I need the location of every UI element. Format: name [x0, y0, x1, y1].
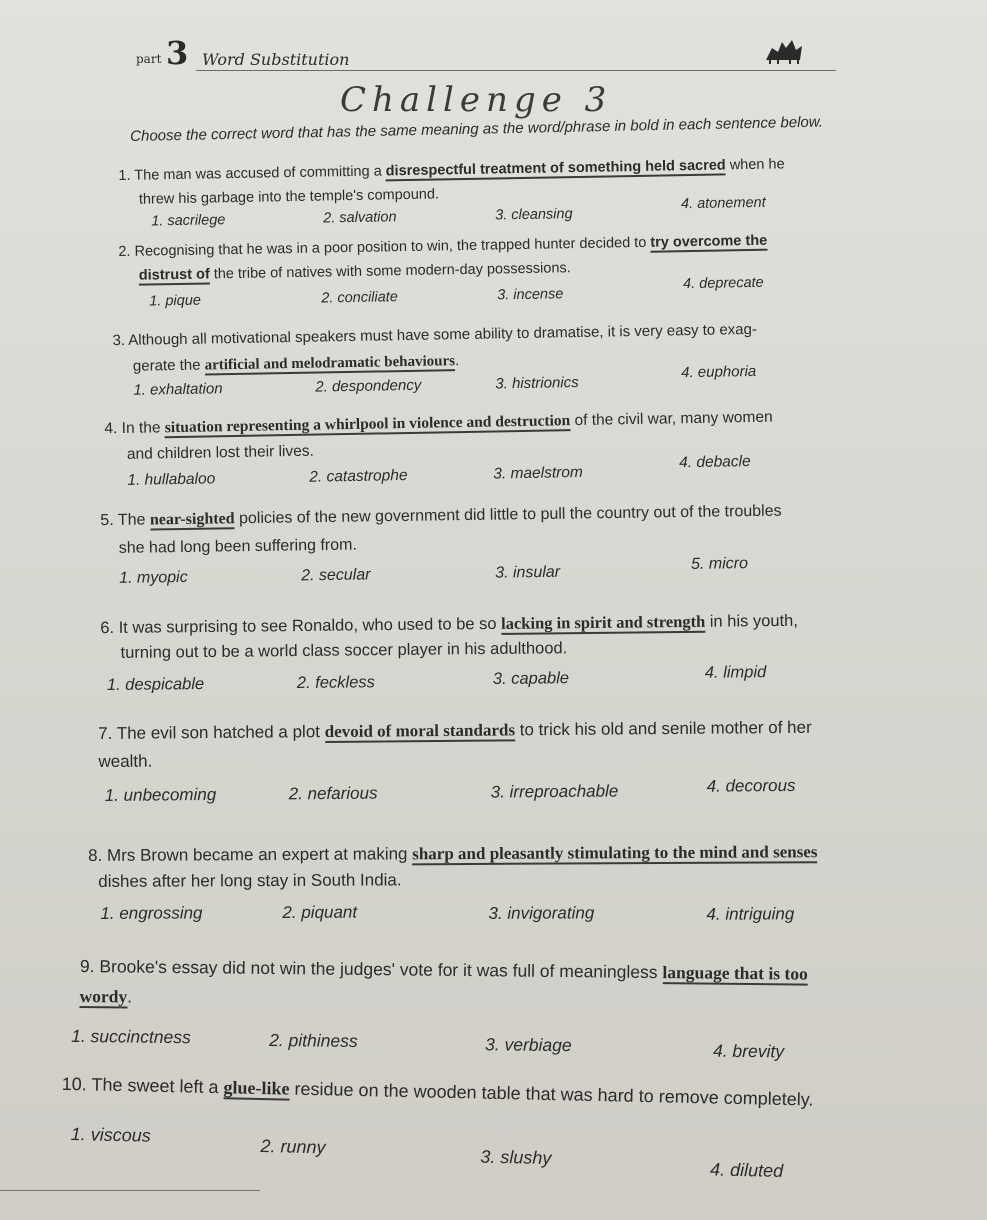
option[interactable]: 2. nefarious: [288, 783, 378, 804]
question-5-line-1: 5. The near-sighted policies of the new government did little to pull the country out of the troubles: [100, 502, 782, 530]
question-3-line-1: 3. Although all motivational speakers must have some ability to dramatise, it is very easy to exag-: [112, 320, 758, 350]
question-3-line-2: gerate the artificial and melodramatic behaviours.: [132, 352, 460, 375]
option[interactable]: 1. exhaltation: [133, 380, 223, 399]
option[interactable]: 2. pithiness: [269, 1029, 358, 1051]
question-2-line-1: 2. Recognising that he was in a poor position to win, the trapped hunter decided to try overcome the: [118, 232, 768, 261]
option[interactable]: 3. slushy: [480, 1146, 552, 1169]
option[interactable]: 1. myopic: [119, 568, 188, 587]
question-9: [0, 955, 987, 1062]
question-2-line-2: distrust of the tribe of natives with some modern-day possessions.: [138, 260, 571, 284]
question-7-line-2: wealth.: [98, 751, 153, 772]
question-6: [0, 591, 987, 695]
option[interactable]: 2. salvation: [323, 209, 397, 227]
option[interactable]: 4. euphoria: [680, 362, 757, 382]
highlighted-phrase: situation representing a whirlpool in violence and destruction: [164, 412, 571, 437]
question-9-line-1: 9. Brooke's essay did not win the judges' vote for it was full of meaningless language that is too: [79, 956, 808, 984]
option[interactable]: 4. decorous: [706, 775, 796, 796]
option[interactable]: 5. micro: [690, 555, 749, 573]
question-8: [0, 831, 987, 924]
highlighted-phrase: try overcome the: [650, 232, 768, 251]
option[interactable]: 2. runny: [260, 1136, 326, 1158]
highlighted-phrase: language that is too: [662, 962, 808, 984]
highlighted-phrase: devoid of moral standards: [324, 720, 516, 742]
option[interactable]: 2. secular: [301, 566, 371, 585]
option[interactable]: 1. despicable: [106, 675, 205, 695]
option[interactable]: 3. cleansing: [495, 206, 573, 224]
option[interactable]: 1. viscous: [70, 1124, 151, 1146]
section-title: Word Substitution: [202, 50, 350, 69]
challenge-title: Challenge 3: [340, 80, 613, 120]
question-4-line-2: and children lost their lives.: [126, 442, 315, 463]
option[interactable]: 1. hullabaloo: [127, 470, 216, 489]
option[interactable]: 2. despondency: [315, 376, 422, 396]
option[interactable]: 3. insular: [495, 563, 561, 582]
question-4-line-1: 4. In the situation representing a whirlpool in violence and destruction of the civil war, many women: [104, 408, 773, 438]
option[interactable]: 1. pique: [149, 292, 202, 310]
question-3: [0, 297, 987, 399]
highlighted-phrase: sharp and pleasantly stimulating to the mind and senses: [412, 842, 818, 864]
option[interactable]: 3. capable: [492, 669, 570, 688]
question-7-line-1: 7. The evil son hatched a plot devoid of moral standards to trick his old and senile mother of her: [98, 717, 812, 744]
option[interactable]: 4. intriguing: [706, 904, 795, 924]
page-header: [136, 34, 836, 74]
bottom-divider: [0, 1190, 260, 1191]
question-8-line-1: 8. Mrs Brown became an expert at making sharp and pleasantly stimulating to the mind and senses: [88, 842, 818, 866]
option[interactable]: 3. incense: [497, 286, 564, 304]
option[interactable]: 4. diluted: [709, 1159, 784, 1181]
question-1-line-2: threw his garbage into the temple's compound.: [138, 186, 440, 208]
instruction-text: Choose the correct word that has the same meaning as the word/phrase in bold in each sentence below.: [130, 113, 824, 145]
question-10-line-1: 10. The sweet left a glue-like residue on the wooden table that was hard to remove completely.: [61, 1073, 814, 1110]
option[interactable]: 3. maelstrom: [493, 463, 584, 483]
option[interactable]: 4. limpid: [704, 663, 767, 682]
highlighted-phrase: lacking in spirit and strength: [500, 611, 706, 633]
question-6-line-1: 6. It was surprising to see Ronaldo, who used to be so lacking in spirit and strength in his youth,: [100, 611, 798, 638]
highlighted-phrase: artificial and melodramatic behaviours: [204, 353, 456, 374]
option[interactable]: 4. debacle: [678, 453, 751, 472]
question-8-line-2: dishes after her long stay in South India.: [98, 870, 402, 891]
question-5-line-2: she had long been suffering from.: [118, 536, 357, 557]
question-2: [0, 213, 987, 310]
option[interactable]: 3. invigorating: [488, 903, 595, 923]
part-label: part: [136, 52, 162, 66]
highlighted-phrase: wordy: [79, 985, 128, 1007]
option[interactable]: 4. atonement: [680, 194, 766, 213]
part-number: 3: [166, 34, 189, 72]
option[interactable]: 3. verbiage: [484, 1034, 572, 1056]
option[interactable]: 3. histrionics: [495, 374, 579, 393]
question-6-line-2: turning out to be a world class soccer player in his adulthood.: [120, 639, 568, 662]
highlighted-phrase: disrespectful treatment of something held sacred: [385, 157, 726, 180]
option[interactable]: 1. sacrilege: [151, 212, 226, 230]
question-9-line-2: wordy.: [79, 985, 133, 1007]
highlighted-phrase: glue-like: [223, 1077, 290, 1099]
option[interactable]: 1. succinctness: [71, 1025, 191, 1048]
option[interactable]: 2. catastrophe: [309, 466, 408, 486]
option[interactable]: 3. irreproachable: [490, 781, 619, 802]
header-divider: [196, 70, 836, 71]
option[interactable]: 2. piquant: [282, 902, 358, 922]
option[interactable]: 2. feckless: [296, 673, 375, 693]
option[interactable]: 4. deprecate: [682, 274, 764, 293]
option[interactable]: 1. engrossing: [100, 903, 203, 923]
mascot-logo-icon: [762, 34, 806, 66]
question-1-line-1: 1. The man was accused of committing a disrespectful treatment of something held sacred when he: [118, 156, 785, 185]
question-10: [0, 1073, 987, 1181]
option[interactable]: 1. unbecoming: [104, 784, 217, 805]
highlighted-phrase: distrust of: [138, 266, 210, 284]
option[interactable]: 4. brevity: [712, 1040, 785, 1062]
option[interactable]: 2. conciliate: [321, 289, 398, 307]
highlighted-phrase: near-sighted: [149, 510, 235, 529]
question-7: [0, 706, 987, 805]
